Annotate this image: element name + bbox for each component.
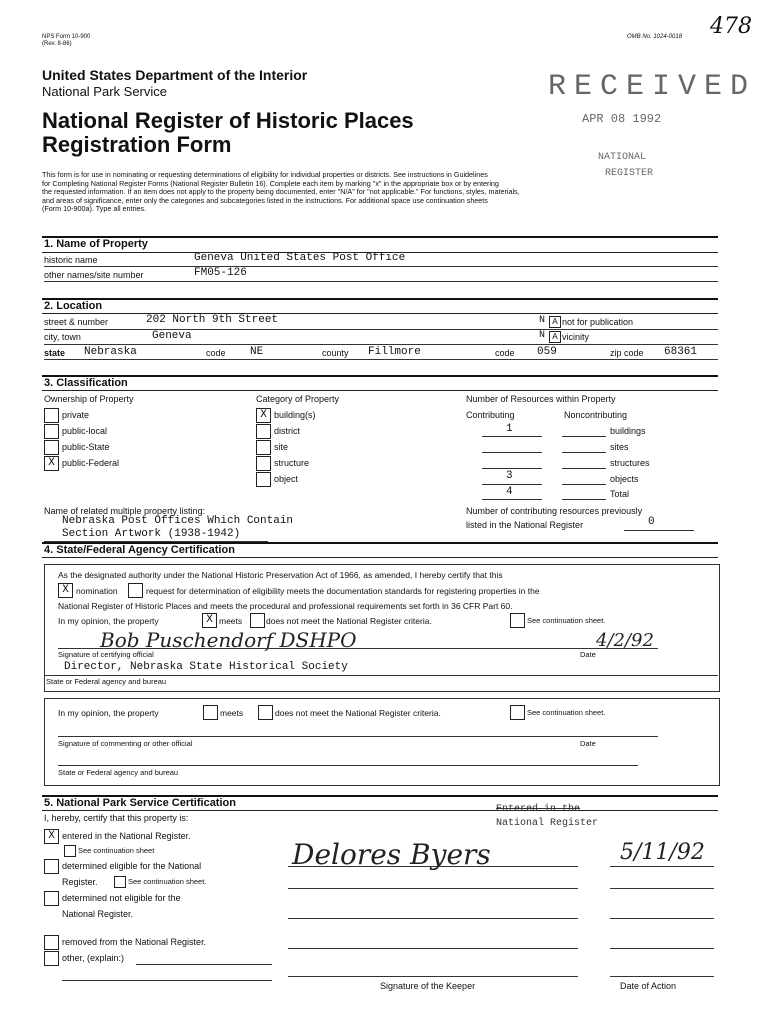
other-names-field[interactable]: FM05-126 (194, 267, 247, 279)
section-4-heading: 4. State/Federal Agency Certification (44, 544, 235, 556)
form-number: NPS Form 10-900 (42, 34, 91, 40)
opinion2-see-continuation-label: See continuation sheet. (527, 708, 606, 717)
agency-bureau-label: State or Federal agency and bureau (46, 677, 167, 686)
nps-certify-text: I, hereby, certify that this property is: (44, 813, 189, 823)
received-stamp (548, 70, 757, 163)
eligible-see-cont-label: See continuation sheet. (128, 877, 207, 886)
cert-text-line-1: As the designated authority under the National Historic Preservation Act of 1966, as amended, I hereby certify that this (58, 570, 503, 580)
determined-eligible-label: determined eligible for the National (62, 861, 202, 871)
not-eligible-checkbox[interactable] (44, 891, 59, 906)
ownership-label-private: private (62, 410, 90, 420)
action-date: 5/11/92 (620, 840, 705, 865)
category-label: Category of Property (256, 394, 340, 404)
stamp-received: RECEIVED (548, 70, 757, 104)
instruction-line: (Form 10-900a). Type all entries. (42, 204, 147, 214)
contributing-total[interactable]: 4 (506, 486, 513, 498)
state-field[interactable]: Nebraska (84, 346, 137, 358)
contributing-buildings[interactable]: 1 (506, 423, 513, 435)
entered-see-cont-checkbox[interactable] (64, 845, 76, 857)
resource-label-total: Total (610, 489, 630, 499)
meets-label: meets (219, 616, 243, 626)
other-names-label: other names/site number (44, 270, 144, 280)
removed-label: removed from the National Register. (62, 937, 207, 947)
does-not-meet-checkbox[interactable] (250, 613, 265, 628)
instruction-line: and areas of significance, enter only the categories and subcategories listed in the instructions. For additional space use continuation sheets (42, 195, 488, 205)
state-label: state (44, 348, 66, 358)
eligible-see-cont-checkbox[interactable] (114, 876, 126, 888)
action-date-label: Date of Action (620, 981, 677, 991)
opinion-prefix: In my opinion, the property (58, 616, 159, 626)
contributing-label: Contributing (466, 410, 515, 420)
multiple-listing-label: Name of related multiple property listing: (44, 506, 206, 516)
previously-listed-label-1: Number of contributing resources previously (466, 506, 643, 516)
noncontributing-label: Noncontributing (564, 410, 628, 420)
section-5-heading: 5. National Park Service Certification (44, 797, 236, 809)
resource-label-sites: sites (610, 442, 629, 452)
resource-label-objects: objects (610, 474, 639, 484)
county-code-label: code (495, 348, 515, 358)
vicinity-checkbox[interactable]: A (549, 331, 561, 343)
zip-label: zip code (610, 348, 644, 358)
resource-label-structures: structures (610, 458, 650, 468)
ownership-label-public-state: public-State (62, 442, 110, 452)
entered-label: entered in the National Register. (62, 831, 191, 841)
commenting-official-label: Signature of commenting or other official (58, 739, 193, 748)
date2-label: Date (580, 739, 596, 748)
vicinity-mark: N (539, 330, 546, 341)
section-1-heading: 1. Name of Property (44, 238, 148, 250)
category-checkbox-object[interactable] (256, 472, 271, 487)
category-checkbox-building[interactable]: X (256, 408, 271, 423)
multiple-listing-field-1[interactable]: Nebraska Post Offices Which Contain (62, 515, 294, 527)
department: United States Department of the Interior (42, 67, 308, 83)
category-label-site: site (274, 442, 289, 452)
form-subtitle: Registration Form (42, 132, 232, 157)
stamp-date: APR 08 1992 (582, 112, 662, 126)
opinion2-does-not-meet-checkbox[interactable] (258, 705, 273, 720)
omb-number: OMB No. 1024-0018 (627, 34, 683, 40)
ownership-label-public-federal: public-Federal (62, 458, 120, 468)
state-code-field[interactable]: NE (250, 346, 264, 358)
date-label: Date (580, 650, 596, 659)
agency: National Park Service (42, 84, 167, 99)
removed-checkbox[interactable] (44, 935, 59, 950)
does-not-meet-label: does not meet the National Register criteria. (266, 616, 432, 626)
nomination-label: nomination (76, 586, 118, 596)
request-determination-text: request for determination of eligibility meets the documentation standards for registering properties in the (146, 586, 540, 596)
category-checkbox-site[interactable] (256, 440, 271, 455)
official-title-field[interactable]: Director, Nebraska State Historical Society (64, 661, 348, 673)
stamp-national: NATIONAL (598, 152, 647, 163)
ownership-checkbox-public-federal[interactable]: X (44, 456, 59, 471)
resource-label-buildings: buildings (610, 426, 646, 436)
ownership-label-public-local: public-local (62, 426, 108, 436)
category-label-district: district (274, 426, 301, 436)
multiple-listing-field-2[interactable]: Section Artwork (1938-1942) (62, 528, 241, 540)
historic-name-label: historic name (44, 255, 98, 265)
county-field[interactable]: Fillmore (368, 346, 421, 358)
vicinity-label: vicinity (562, 332, 590, 342)
previously-listed-field[interactable]: 0 (648, 516, 655, 528)
entered-see-cont-label: See continuation sheet (78, 846, 155, 855)
opinion2-prefix: In my opinion, the property (58, 708, 159, 718)
form-title: National Register of Historic Places (42, 108, 414, 133)
keeper-signature: Delores Byers (292, 838, 491, 871)
category-checkbox-district[interactable] (256, 424, 271, 439)
instructions (42, 171, 732, 214)
previously-listed-label-2: listed in the National Register (466, 520, 584, 530)
city-field[interactable]: Geneva (152, 330, 192, 342)
state-code-label: code (206, 348, 226, 358)
other-label: other, (explain:) (62, 953, 125, 963)
county-code-field[interactable]: 059 (537, 346, 557, 358)
category-checkbox-structure[interactable] (256, 456, 271, 471)
zip-field[interactable]: 68361 (664, 346, 698, 358)
category-label-building: building(s) (274, 410, 316, 420)
ownership-label: Ownership of Property (44, 394, 134, 404)
street-field[interactable]: 202 North 9th Street (146, 314, 279, 326)
not-for-publication-checkbox[interactable]: A (549, 316, 561, 328)
signature-label: Signature of certifying official (58, 650, 154, 659)
county-label: county (322, 348, 349, 358)
register-label: Register. (62, 877, 98, 887)
not-eligible-label: determined not eligible for the (62, 893, 181, 903)
determined-eligible-checkbox[interactable] (44, 859, 59, 874)
certifying-signature: Bob Puschendorf DSHPO (100, 628, 357, 652)
category-label-object: object (274, 474, 299, 484)
handwritten-number: 478 (710, 14, 752, 39)
other-checkbox[interactable] (44, 951, 59, 966)
section-3-heading: 3. Classification (44, 377, 128, 389)
resources-label: Number of Resources within Property (466, 394, 616, 404)
nomination-checkbox[interactable]: X (58, 583, 73, 598)
opinion2-see-continuation-checkbox[interactable] (510, 705, 525, 720)
city-label: city, town (44, 332, 81, 342)
form-revision: (Rev. 8-86) (42, 41, 72, 47)
keeper-signature-label: Signature of the Keeper (380, 981, 476, 991)
agency2-label: State or Federal agency and bureau (58, 768, 179, 777)
section-2-heading: 2. Location (44, 300, 103, 312)
category-label-structure: structure (274, 458, 310, 468)
ownership-checkbox-private[interactable] (44, 408, 59, 423)
not-for-publication-label: not for publication (562, 317, 634, 327)
not-for-publication-mark: N (539, 315, 546, 326)
contributing-objects[interactable]: 3 (506, 470, 513, 482)
national-register-label: National Register. (62, 909, 134, 919)
request-determination-checkbox[interactable] (128, 583, 143, 598)
entered-stamp-line-2: National Register (496, 818, 599, 829)
entered-checkbox[interactable]: X (44, 829, 59, 844)
meets-checkbox[interactable]: X (202, 613, 217, 628)
instruction-line: This form is for use in nominating or requesting determinations of eligibility for individual properties or districts. See instructions in Guidelines (42, 170, 488, 179)
stamp-register: REGISTER (605, 168, 654, 179)
cert-text-line-3: National Register of Historic Places and meets the procedural and professional requirements set forth in 36 CFR Part 60. (58, 601, 513, 611)
street-label: street & number (44, 317, 109, 327)
historic-name-field[interactable]: Geneva United States Post Office (194, 252, 406, 264)
ownership-checkbox-public-local[interactable] (44, 424, 59, 439)
opinion2-meets-label: meets (220, 708, 244, 718)
opinion2-does-not-meet-label: does not meet the National Register criteria. (275, 708, 441, 718)
see-continuation-checkbox[interactable] (510, 613, 525, 628)
instruction-line: for Completing National Register Forms (National Register Bulletin 16). Complete each item by marking "x" in the appropriate box or by entering (42, 178, 499, 188)
opinion2-meets-checkbox[interactable] (203, 705, 218, 720)
ownership-checkbox-public-state[interactable] (44, 440, 59, 455)
see-continuation-label: See continuation sheet. (527, 616, 606, 625)
entered-stamp-line-1: Entered in the (496, 804, 581, 815)
instruction-line: the requested information. If an item does not apply to the property being documented, enter "N/A" for "not applicable." For functions, styles, materials, (42, 187, 520, 197)
certifying-date: 4/2/92 (596, 630, 654, 651)
